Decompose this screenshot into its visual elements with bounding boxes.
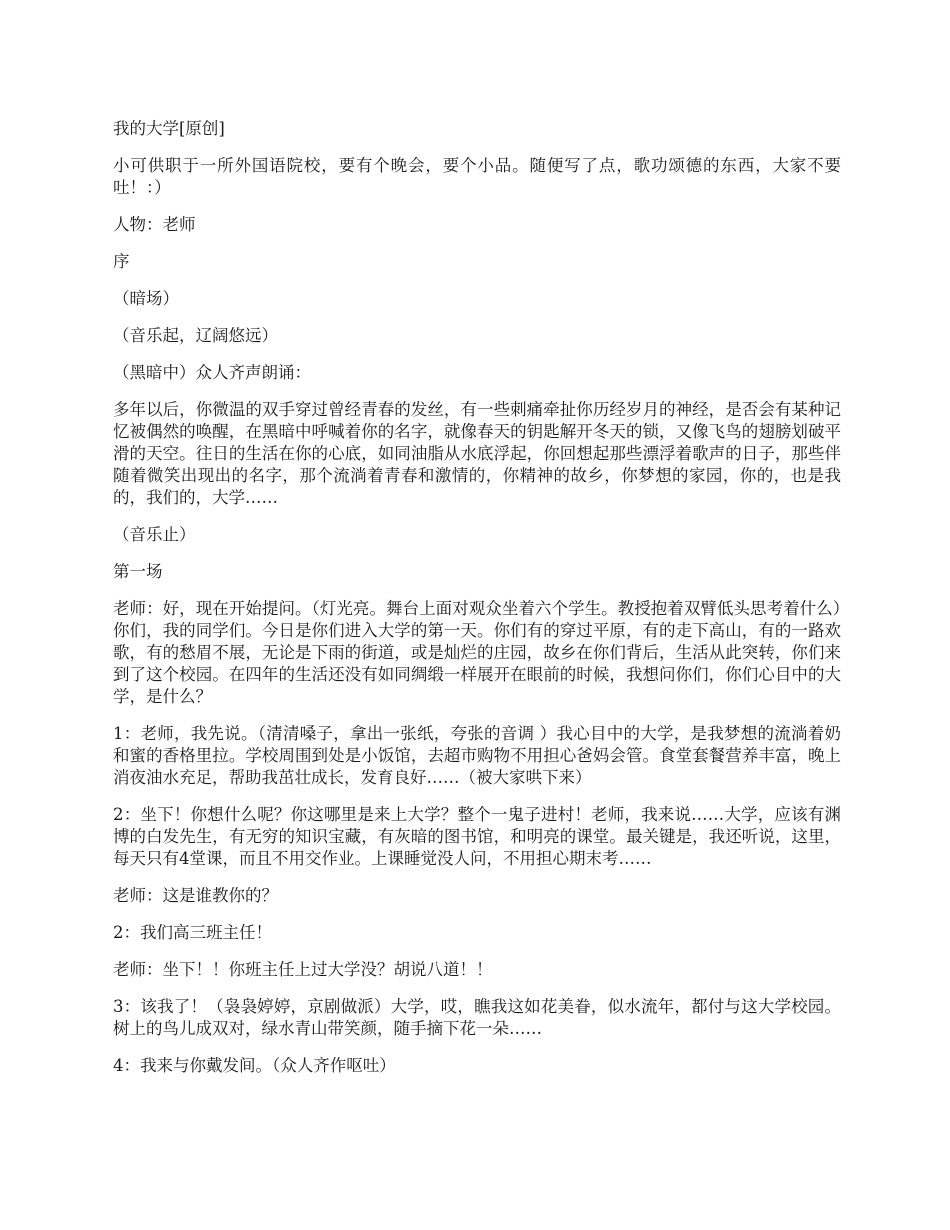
dialogue-line: 2：坐下！你想什么呢？你这哪里是来上大学？整个一鬼子进村！老师，我来说……大学，应该有渊博的白发先生，有无穷的知识宝藏，有灰暗的图书馆，和明亮的课堂。最关键是，我还听说，这里，每天只有4堂课，而且不用交作业。上课睡觉没人问，不用担心期末考…… bbox=[113, 805, 841, 868]
dialogue-line: 老师：好，现在开始提问。（灯光亮。舞台上面对观众坐着六个学生。教授抱着双臂低头思考着什么）你们，我的同学们。今日是你们进入大学的第一天。你们有的穿过平原，有的走下高山，有的一路欢歌，有的愁眉不展，无论是下雨的街道，或是灿烂的庄园，故乡在你们背后，生活从此突转，你们来到了这个校园。在四年的生活还没有如同绸缎一样展开在眼前的时候，我想问你们，你们心目中的大学，是什么？ bbox=[113, 599, 841, 706]
document-title: 我的大学[原创] bbox=[113, 119, 225, 138]
stage-direction: （音乐起，辽阔悠远） bbox=[113, 326, 278, 345]
dialogue-line: 老师：坐下！！你班主任上过大学没？胡说八道！！ bbox=[113, 960, 493, 979]
dialogue-line: 3：该我了！（袅袅婷婷，京剧做派）大学，哎，瞧我这如花美眷，似水流年，都付与这大学校园。树上的鸟儿成双对，绿水青山带笑颜，随手摘下花一朵…… bbox=[113, 997, 841, 1038]
characters-line: 人物：老师 bbox=[113, 215, 196, 234]
recitation-paragraph: 多年以后，你微温的双手穿过曾经青春的发丝，有一些刺痛牵扯你历经岁月的神经，是否会有某种记忆被偶然的唤醒，在黑暗中呼喊着你的名字，就像春天的钥匙解开冬天的锁，又像飞鸟的翅膀划破平滑的天空。往日的生活在你的心底，如同油脂从水底浮起，你回想起那些漂浮着歌声的日子，那些伴随着微笑出现出的名字，那个流淌着青春和激情的，你精神的故乡，你梦想的家园，你的，也是我的，我们的，大学…… bbox=[113, 400, 841, 507]
dialogue-line: 2：我们高三班主任！ bbox=[113, 923, 272, 942]
dialogue-line: 1：老师，我先说。（清清嗓子，拿出一张纸，夸张的音调 ）我心目中的大学，是我梦想的流淌着奶和蜜的香格里拉。学校周围到处是小饭馆，去超市购物不用担心爸妈会管。食堂套餐营养丰富，晚上消夜油水充足，帮助我茁壮成长，发育良好……（被大家哄下来） bbox=[113, 724, 841, 787]
prologue-heading: 序 bbox=[113, 252, 130, 271]
dialogue-line: 4：我来与你戴发间。（众人齐作呕吐） bbox=[113, 1056, 396, 1075]
stage-direction: （黑暗中）众人齐声朗诵： bbox=[113, 363, 311, 382]
stage-direction: （暗场） bbox=[113, 289, 179, 308]
intro-paragraph: 小可供职于一所外国语院校，要有个晚会，要个小品。随便写了点，歌功颂德的东西，大家不要吐！：） bbox=[113, 156, 841, 197]
document-page bbox=[113, 118, 841, 1092]
scene-heading: 第一场 bbox=[113, 562, 163, 581]
dialogue-line: 老师：这是谁教你的？ bbox=[113, 886, 278, 905]
stage-direction: （音乐止） bbox=[113, 525, 196, 544]
